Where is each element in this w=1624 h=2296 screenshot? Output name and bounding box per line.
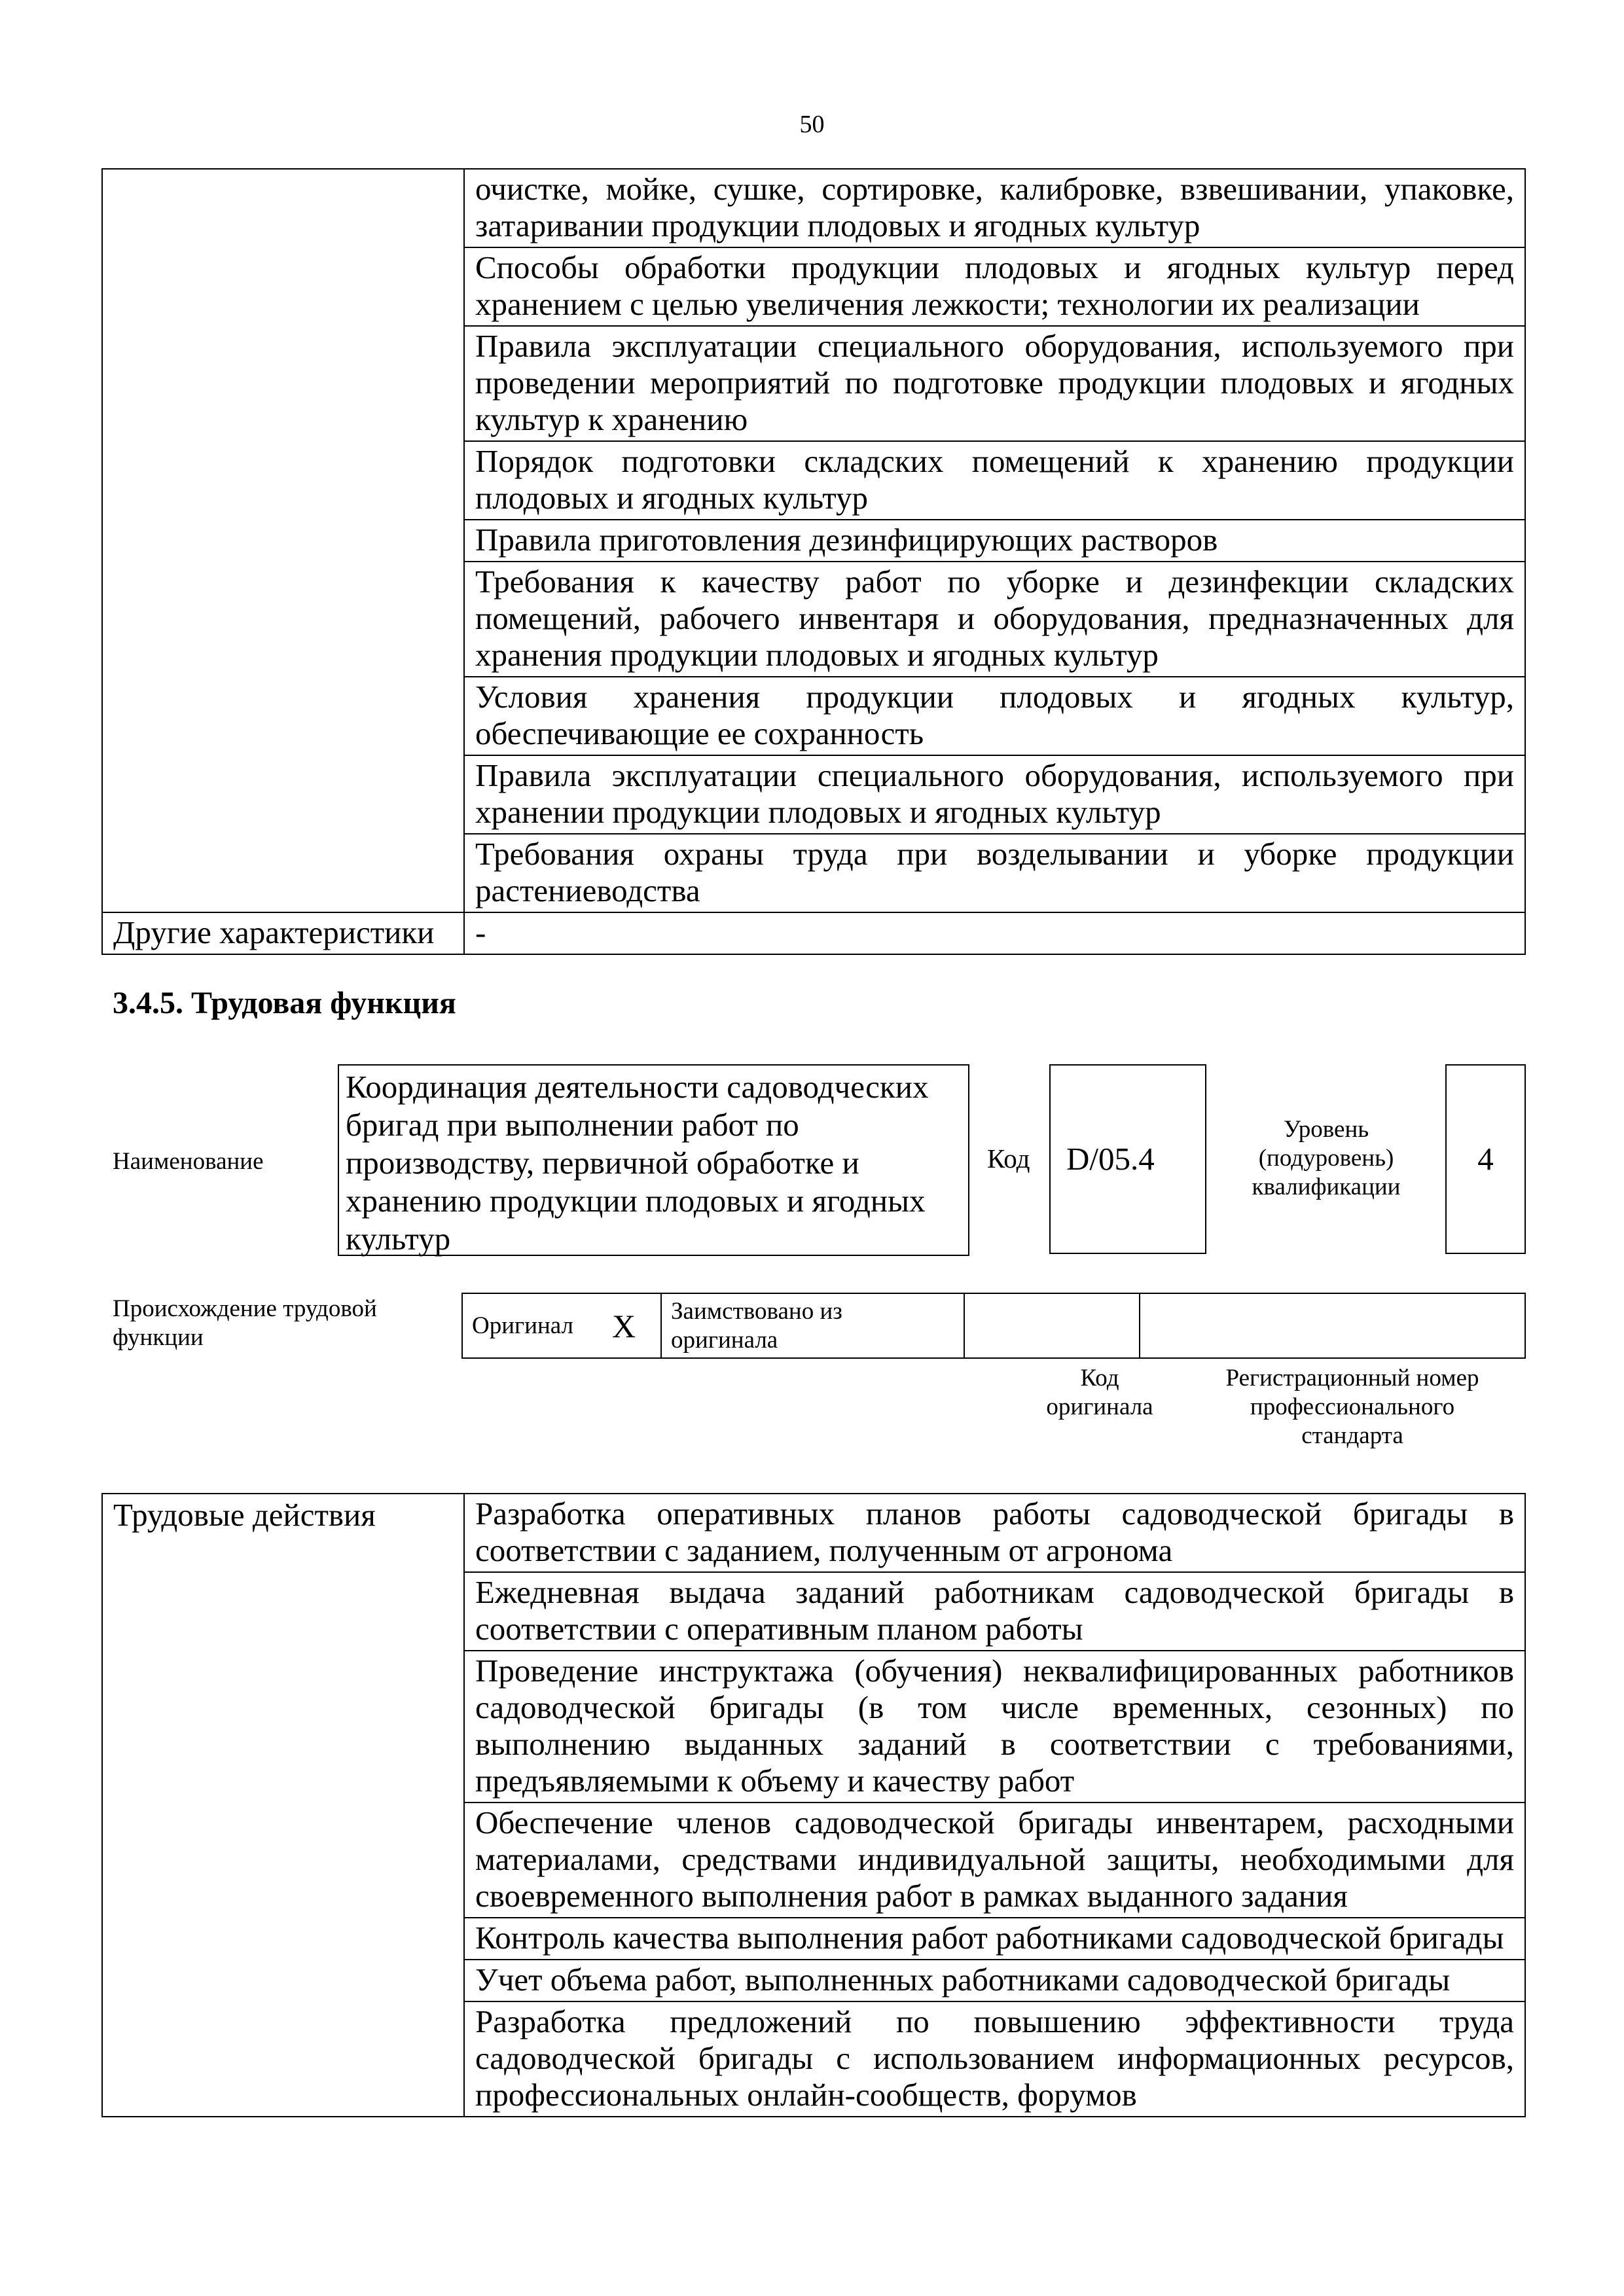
registration-caption-line-3: стандарта	[1301, 1422, 1403, 1449]
continued-requirements-table	[101, 168, 1526, 955]
page-number: 50	[799, 111, 825, 138]
labor-actions-label: Трудовые действия	[102, 1494, 464, 2117]
table-row: Требования охраны труда при возделывании и уборке продукции растениеводства	[464, 834, 1525, 912]
table-row: Правила эксплуатации специального оборудования, используемого при проведении мероприятий по подготовке продукции плодовых и ягодных культур к хранению	[464, 326, 1525, 441]
original-code-cell	[964, 1293, 1140, 1358]
level-label-line-1: Уровень	[1283, 1116, 1369, 1143]
borrowed-label-line-2: оригинала	[671, 1326, 778, 1354]
level-value-box: 4	[1445, 1064, 1526, 1254]
table-row: Способы обработки продукции плодовых и ягодных культур перед хранением с целью увеличения лежкости; технологии их реализации	[464, 247, 1525, 326]
table-row: Ежедневная выдача заданий работникам садоводческой бригады в соответствии с оперативным планом работы	[464, 1572, 1525, 1651]
table-row: Учет объема работ, выполненных работниками садоводческой бригады	[464, 1960, 1525, 2001]
section-heading: 3.4.5. Трудовая функция	[113, 986, 456, 1020]
other-characteristics-label: Другие характеристики	[102, 912, 464, 954]
origin-label	[113, 1295, 377, 1352]
function-name-box: Координация деятельности садоводческих бригад при выполнении работ по производству, первичной обработке и хранению продукции плодовых и ягодных культур	[338, 1064, 969, 1256]
table-row: Правила эксплуатации специального оборудования, используемого при хранении продукции плодовых и ягодных культур	[464, 755, 1525, 834]
origin-label-line-1: Происхождение трудовой	[113, 1295, 377, 1322]
table-row: Контроль качества выполнения работ работниками садоводческой бригады	[464, 1918, 1525, 1960]
level-label-line-3: квалификации	[1252, 1174, 1401, 1200]
registration-caption-line-2: профессионального	[1250, 1393, 1455, 1420]
table-row: очистке, мойке, сушке, сортировке, калибровке, взвешивании, упаковке, затаривании продукции плодовых и ягодных культур	[464, 169, 1525, 247]
code-value-box: D/05.4	[1049, 1064, 1206, 1254]
table-row: Обеспечение членов садоводческой бригады инвентарем, расходными материалами, средствами индивидуальной защиты, необходимыми для своевременного выполнения работ в рамках выданного задания	[464, 1803, 1525, 1918]
original-mark: X	[603, 1293, 661, 1358]
registration-caption-line-1: Регистрационный номер	[1225, 1365, 1479, 1391]
name-label: Наименование	[113, 1148, 264, 1175]
original-code-caption	[1021, 1364, 1178, 1422]
borrowed-label-line-1: Заимствовано из	[671, 1297, 842, 1325]
table-label-cell	[102, 169, 464, 912]
labor-actions-table	[101, 1493, 1526, 2117]
table-row: Разработка оперативных планов работы садоводческой бригады в соответствии с заданием, полученным от агронома	[464, 1494, 1525, 1572]
table-row: Разработка предложений по повышению эффективности труда садоводческой бригады с использованием информационных ресурсов, профессиональных онлайн-сообществ, форумов	[464, 2001, 1525, 2117]
table-row: Порядок подготовки складских помещений к хранению продукции плодовых и ягодных культур	[464, 441, 1525, 520]
origin-label-line-2: функции	[113, 1324, 204, 1351]
original-label: Оригинал	[462, 1293, 603, 1358]
level-label-line-2: (подуровень)	[1258, 1145, 1394, 1172]
original-code-caption-line-2: оригинала	[1046, 1393, 1153, 1420]
code-label: Код	[987, 1143, 1030, 1174]
table-row: Требования к качеству работ по уборке и дезинфекции складских помещений, рабочего инвентаря и оборудования, предназначенных для хранения продукции плодовых и ягодных культур	[464, 562, 1525, 677]
table-row: Проведение инструктажа (обучения) неквалифицированных работников садоводческой бригады (в том числе временных, сезонных) по выполнению выданных заданий в соответствии с требованиями, предъявляемыми к объему и качеству работ	[464, 1651, 1525, 1803]
registration-number-cell	[1140, 1293, 1525, 1358]
original-code-caption-line-1: Код	[1080, 1365, 1119, 1391]
other-characteristics-value: -	[464, 912, 1525, 954]
qualification-level-label	[1211, 1115, 1441, 1202]
registration-number-caption	[1182, 1364, 1523, 1450]
origin-table	[461, 1293, 1526, 1359]
borrowed-label	[661, 1293, 964, 1358]
table-row: Условия хранения продукции плодовых и ягодных культур, обеспечивающие ее сохранность	[464, 677, 1525, 755]
table-row: Правила приготовления дезинфицирующих растворов	[464, 520, 1525, 562]
